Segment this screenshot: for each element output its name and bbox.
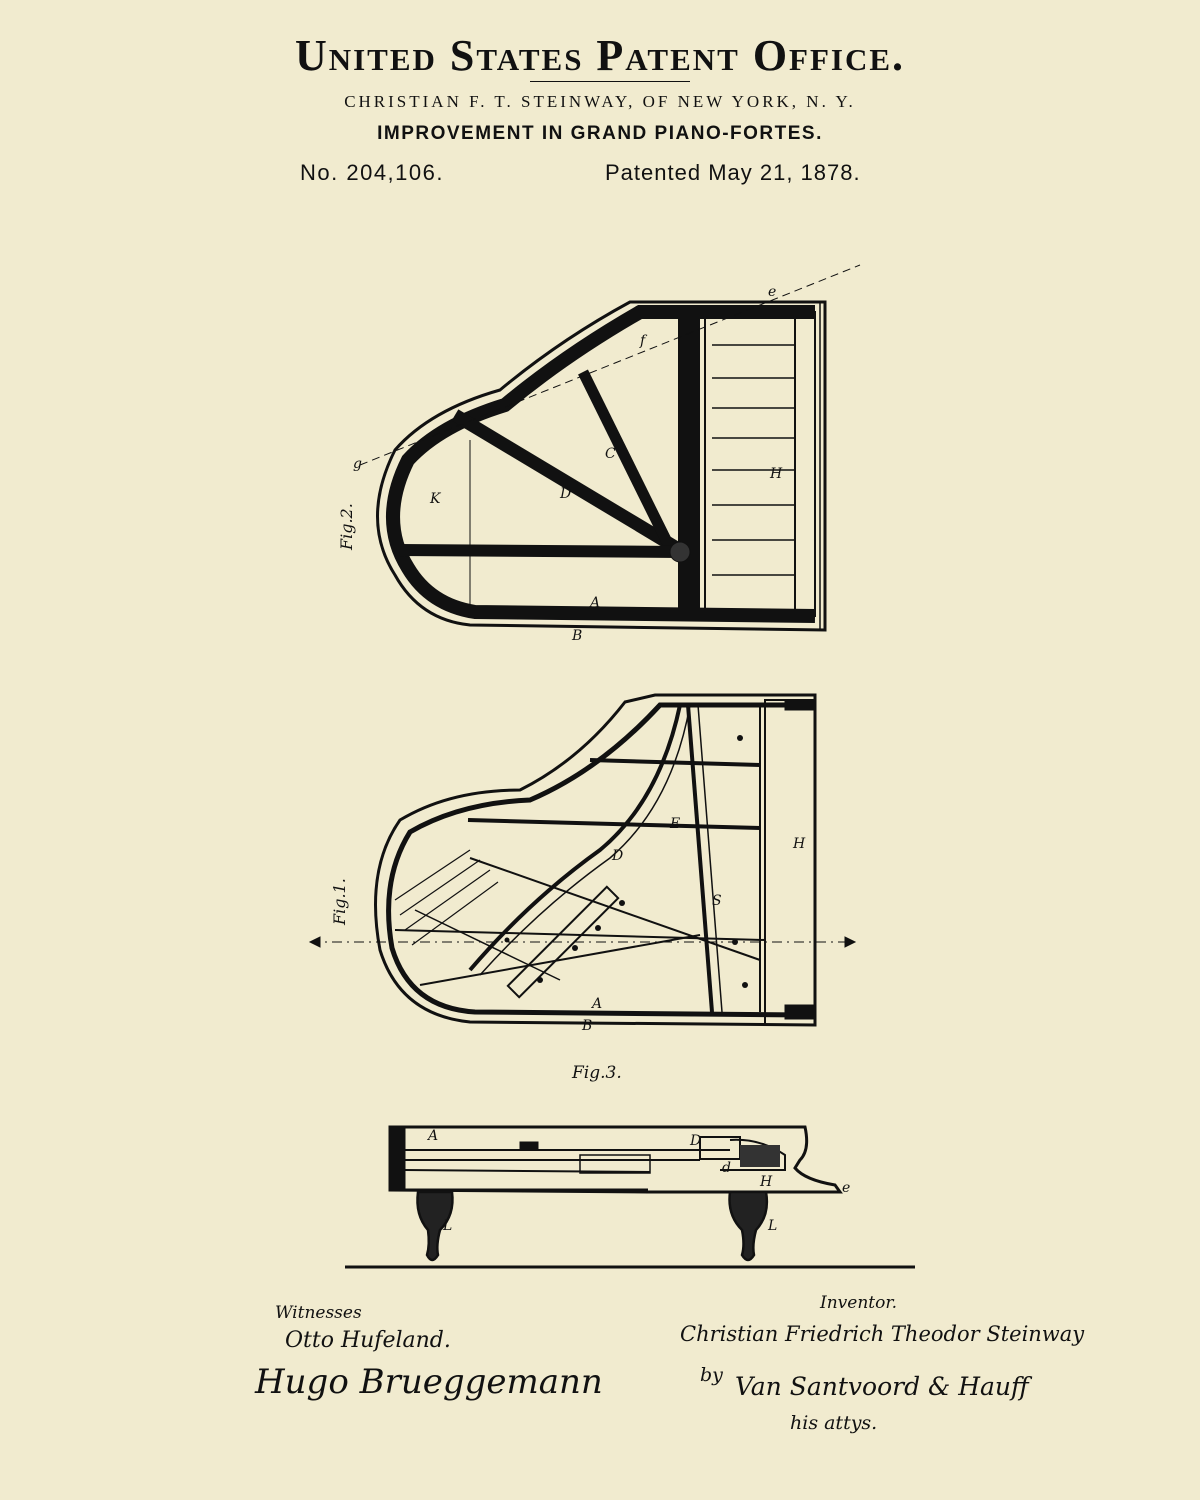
inventor-line: CHRISTIAN F. T. STEINWAY, OF NEW YORK, N. Y. [344,92,856,111]
fig1-drawing [310,695,855,1025]
fig3-letter-a: A [428,1128,439,1144]
improvement-title: IMPROVEMENT IN GRAND PIANO-FORTES. [377,123,823,144]
fig2-label: Fig.2. [337,503,356,550]
fig1-letter-s: S [712,893,722,909]
fig3-letter-e: e [842,1180,851,1196]
fig2-letter-h: H [770,466,783,482]
fig3-letter-l-right: L [768,1218,778,1234]
fig2-letter-d: D [560,486,572,502]
inventor-label: Inventor. [820,1293,898,1313]
fig2-letter-f: f [640,333,646,349]
his-attorneys-label: his attys. [790,1412,878,1434]
fig2-letter-e: e [768,284,777,300]
patent-number: No. 204,106. [300,160,444,185]
fig1-letter-b: B [582,1018,593,1034]
inventor-signature: Christian Friedrich Theodor Steinway [680,1322,1085,1346]
fig2-letter-g: g [353,456,362,472]
fig2-letter-a: A [590,595,601,611]
fig3-letter-l-left: L [443,1218,453,1234]
patent-date: Patented May 21, 1878. [605,160,861,185]
fig3-letter-d-upper: D [690,1133,702,1149]
fig2-letter-k: K [430,491,441,507]
fig1-letter-a: A [592,996,603,1012]
fig3-labels [426,1063,850,1234]
fig1-letter-d: D [612,848,624,864]
fig1-letter-e: E [670,816,681,832]
witnesses-label: Witnesses [275,1303,362,1323]
witness-signature-1: Otto Hufeland. [285,1328,451,1353]
fig2-letter-b: B [572,628,583,644]
fig3-drawing [345,1127,915,1267]
fig1-letter-h: H [793,836,806,852]
fig3-label: Fig.3. [572,1063,622,1083]
fig3-letter-h: H [760,1174,773,1190]
patent-office-title: United States Patent Office. [294,31,906,80]
attorney-signature: Van Santvoord & Hauff [735,1372,1029,1401]
witness-signature-2: Hugo Brueggemann [255,1362,603,1402]
by-label: by [700,1364,723,1386]
fig3-letter-d-lower: d [722,1160,731,1176]
fig1-label: Fig.1. [330,878,349,925]
fig2-letter-c: C [605,446,616,462]
